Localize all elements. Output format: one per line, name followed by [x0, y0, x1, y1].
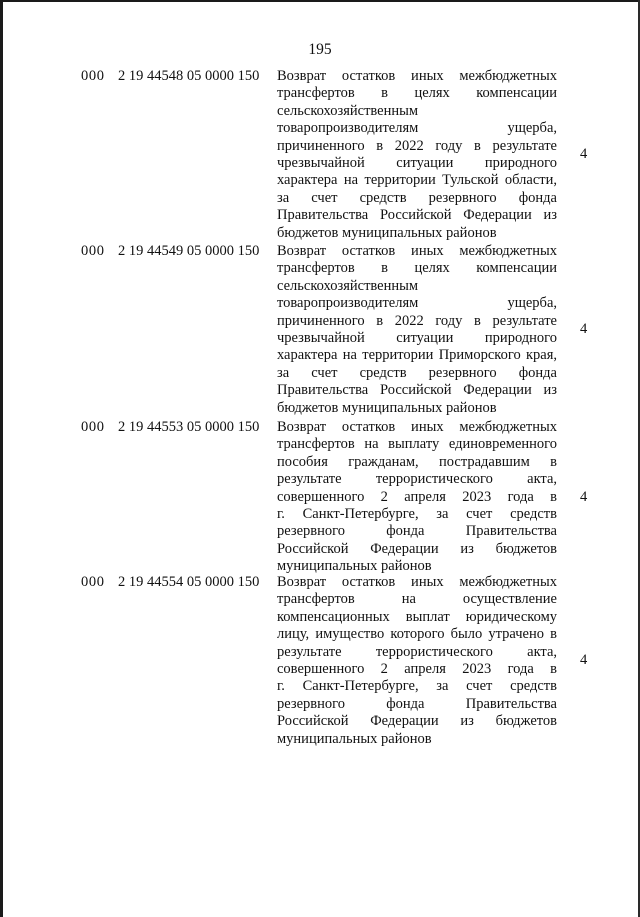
- description-line: результате террористического акта,: [277, 643, 557, 660]
- description-line: Российской Федерации из бюджетов: [277, 540, 557, 557]
- kbk-code: 2 19 44549 05 0000 150: [118, 243, 260, 259]
- description-line: бюджетов муниципальных районов: [277, 224, 497, 241]
- description-line: Возврат остатков иных межбюджетных: [277, 243, 557, 259]
- description-line: Правительства Российской Федерации из: [277, 207, 557, 224]
- description-line: муниципальных районов: [277, 558, 432, 575]
- description-line: трансфертов на выплату единовременного: [277, 436, 557, 453]
- description-line: чрезвычайной ситуации природного: [277, 329, 557, 346]
- description-line: совершенного 2 апреля 2023 года в: [277, 488, 557, 505]
- description-line: чрезвычайной ситуации природного: [277, 154, 557, 171]
- description-line: Возврат остатков иных межбюджетных: [277, 574, 557, 590]
- description-line: причиненного в 2022 году в результате: [277, 137, 557, 154]
- kbk-code: 2 19 44554 05 0000 150: [118, 574, 260, 590]
- scan-edge-left: [0, 0, 3, 917]
- amount-value: 4: [580, 321, 588, 337]
- page-number: 195: [308, 41, 332, 58]
- revenue-description: [277, 68, 557, 242]
- kbk-code: 2 19 44553 05 0000 150: [118, 419, 260, 435]
- description-line: за счет средств резервного фонда: [277, 189, 557, 206]
- description-line: товаропроизводителям ущерба,: [277, 295, 557, 312]
- revenue-description: [277, 419, 557, 576]
- description-line: муниципальных районов: [277, 730, 432, 747]
- amount-value: 4: [580, 489, 588, 505]
- description-line: г. Санкт-Петербурге, за счет средств: [277, 678, 557, 695]
- description-line: результате террористического акта,: [277, 471, 557, 488]
- description-line: резервного фонда Правительства: [277, 523, 557, 540]
- description-line: характера на территории Приморского края,: [277, 347, 557, 364]
- description-line: сельскохозяйственным: [277, 277, 419, 294]
- description-line: совершенного 2 апреля 2023 года в: [277, 660, 557, 677]
- description-line: за счет средств резервного фонда: [277, 364, 557, 381]
- description-line: Правительства Российской Федерации из: [277, 382, 557, 399]
- revenue-description: [277, 243, 557, 417]
- admin-code: 000: [81, 68, 105, 84]
- description-line: лицу, имущество которого было утрачено в: [277, 626, 557, 643]
- description-line: резервного фонда Правительства: [277, 695, 557, 712]
- scan-edge-top: [0, 0, 640, 2]
- revenue-description: [277, 574, 557, 748]
- admin-code: 000: [81, 243, 105, 259]
- description-line: причиненного в 2022 году в результате: [277, 312, 557, 329]
- description-line: г. Санкт-Петербурге, за счет средств: [277, 505, 557, 522]
- description-line: товаропроизводителям ущерба,: [277, 120, 557, 137]
- description-line: Возврат остатков иных межбюджетных: [277, 419, 557, 435]
- description-line: трансфертов на осуществление: [277, 591, 557, 608]
- amount-value: 4: [580, 652, 588, 668]
- description-line: сельскохозяйственным: [277, 102, 419, 119]
- description-line: Российской Федерации из бюджетов: [277, 713, 557, 730]
- description-line: Возврат остатков иных межбюджетных: [277, 68, 557, 84]
- description-line: пособия гражданам, пострадавшим в: [277, 453, 557, 470]
- description-line: компенсационных выплат юридическому: [277, 608, 557, 625]
- amount-value: 4: [580, 146, 588, 162]
- description-line: трансфертов в целях компенсации: [277, 260, 557, 277]
- description-line: характера на территории Тульской области,: [277, 172, 557, 189]
- kbk-code: 2 19 44548 05 0000 150: [118, 68, 260, 84]
- admin-code: 000: [81, 419, 105, 435]
- description-line: бюджетов муниципальных районов: [277, 399, 497, 416]
- admin-code: 000: [81, 574, 105, 590]
- description-line: трансфертов в целях компенсации: [277, 85, 557, 102]
